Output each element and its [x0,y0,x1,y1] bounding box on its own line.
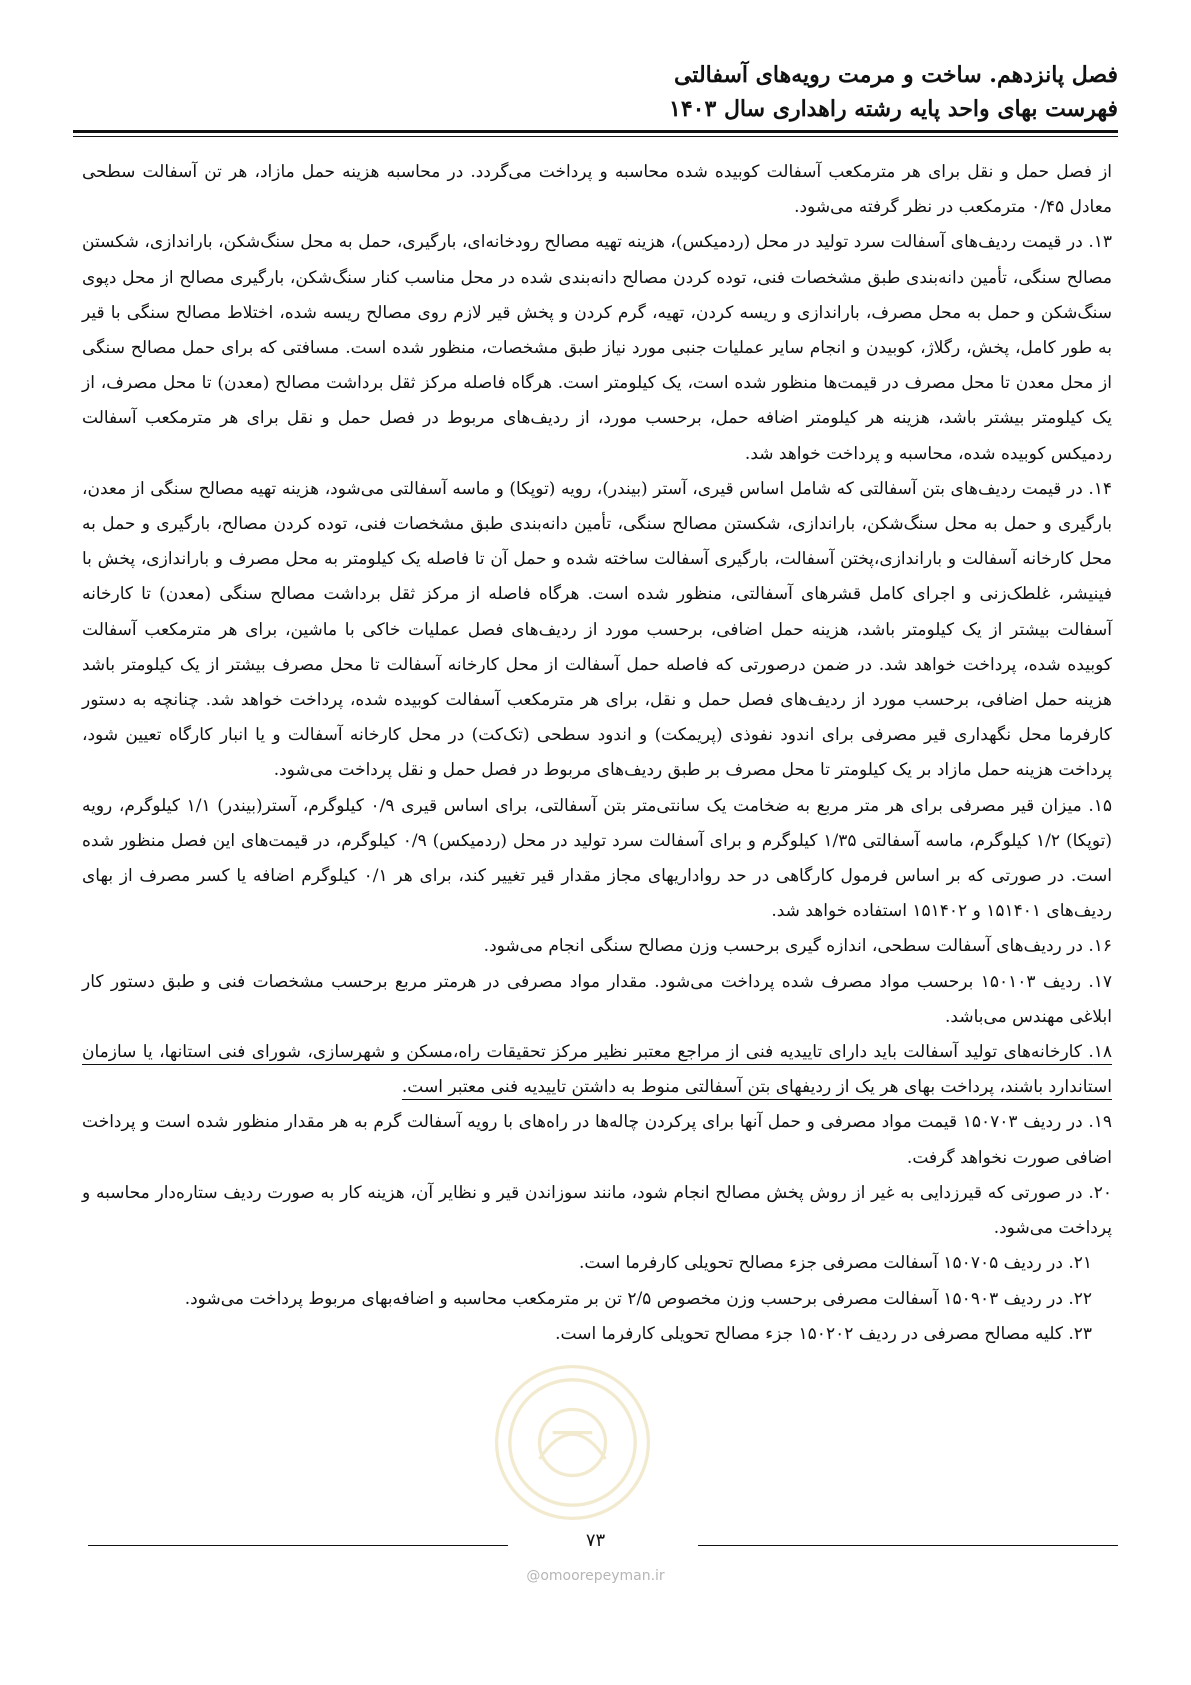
paragraph-22: ۲۲. در ردیف ۱۵۰۹۰۳ آسفالت مصرفی برحسب وزن مخصوص ۲/۵ تن بر مترمکعب محاسبه و اضافه‌بهای مربوط پرداخت می‌شود. [184,1288,1092,1309]
price-list-title: فهرست بهای واحد پایه رشته راهداری سال ۱۴۰۳ [669,96,1118,122]
paragraph-16: ۱۶. در ردیف‌های آسفالت سطحی، اندازه گیری برحسب وزن مصالح سنگی انجام می‌شود. [483,936,1112,957]
watermark-url: @omoorepeyman.ir [526,1568,665,1584]
paragraph-15: ۱۵. میزان قیر مصرفی برای هر متر مربع به ضخامت یک سانتی‌متر بتن آسفالتی، برای اساس قیری ۰/۹ کیلوگرم، آستر(بیندر) ۱/۱ کیلوگرم، رویه (توپکا) ۱/۲ کیلوگرم، ماسه آسفالتی ۱/۳۵ کیلوگرم و برای آسفالت سرد تولید در محل (ردمیکس) ۰/۹ کیلوگرم، در قیمت‌های این فصل منظور شده است. در صورتی که بر اساس فرمول کارگاهی در حد رواداریهای مجاز مقدار قیر تغییر کند، برای هر ۰/۱ کیلوگرم اضافه یا کسر مصرف از بهای ردیف‌های ۱۵۱۴۰۱ و ۱۵۱۴۰۲ استفاده خواهد شد. [82,795,1113,922]
paragraph-17: ۱۷. ردیف ۱۵۰۱۰۳ برحسب مواد مصرف شده پرداخت می‌شود. مقدار مواد مصرفی در هرمتر مربع برحسب مشخصات فنی و طبق دستور کار ابلاغی مهندس می‌باشد. [82,971,1113,1027]
header-rule-thick [73,130,1118,133]
watermark-seal-icon [490,1360,655,1525]
paragraph-19: ۱۹. در ردیف ۱۵۰۷۰۳ قیمت مواد مصرفی و حمل آنها برای پرکردن چاله‌ها در راه‌های با رویه آسفالت گرم به هر مقدار منظور شده است و پرداخت اضافی صورت نخواهد گرفت. [82,1112,1112,1168]
header-rule-thin [73,136,1118,137]
paragraph-23: ۲۳. کلیه مصالح مصرفی در ردیف ۱۵۰۲۰۲ جزء مصالح تحویلی کارفرما است. [555,1323,1092,1344]
footer-rule-left [88,1545,508,1546]
chapter-title: فصل پانزدهم. ساخت و مرمت رویه‌های آسفالتی [673,62,1118,88]
paragraph-20: ۲۰. در صورتی که قیرزدایی به غیر از روش پخش مصالح انجام شود، مانند سوزاندن قیر و نظایر آن، هزینه کار به صورت ردیف ستاره‌دار محاسبه و پرداخت می‌شود. [82,1182,1112,1239]
page-header [73,58,1118,126]
paragraph-21: ۲۱. در ردیف ۱۵۰۷۰۵ آسفالت مصرفی جزء مصالح تحویلی کارفرما است. [579,1253,1092,1274]
paragraph-14: ۱۴. در قیمت ردیف‌های بتن آسفالتی که شامل اساس قیری، آستر (بیندر)، رویه (توپکا) و ماسه آسفالتی می‌شود، هزینه تهیه مصالح سنگی از معدن، بارگیری و حمل به محل سنگ‌شکن، باراندازی، شکستن مصالح سنگی، تأمین دانه‌بندی طبق مشخصات فنی، توده کردن مصالح، بارگیری و حمل به محل کارخانه آسفالت و باراندازی،پختن آسفالت، بارگیری آسفالت ساخته شده و حمل آن تا فاصله یک کیلومتر به محل مصرف و باراندازی، پخش با فینیشر، غلطک‌زنی و اجرای کامل قشرهای آسفالتی، منظور شده است. هرگاه فاصله از مرکز ثقل برداشت مصالح سنگی (معدن) تا کارخانه آسفالت بیشتر از یک کیلومتر باشد، هزینه حمل اضافی، برحسب مورد از ردیف‌های فصل عملیات خاکی با ماشین، برای هر مترمکعب آسفالت کوبیده شده، پرداخت خواهد شد. در ضمن درصورتی که فاصله حمل آسفالت از محل کارخانه آسفالت تا محل مصرف بیشتر از یک کیلومتر باشد هزینه حمل اضافی، برحسب مورد از ردیف‌های فصل حمل و نقل، برای هر مترمکعب آسفالت کوبیده شده، پرداخت خواهد شد. چنانچه به دستور کارفرما محل نگهداری قیر مصرفی برای اندود نفوذی (پریمکت) و اندود سطحی (تک‌کت) در محل کارخانه آسفالت و یا انبار کارگاه تعیین شود، پرداخت هزینه حمل مازاد بر یک کیلومتر تا محل مصرف بر طبق ردیف‌های مربوط در فصل حمل و نقل پرداخت می‌شود. [82,478,1112,781]
body-text [82,155,1112,1352]
page-number: ۷۳ [585,1530,606,1551]
paragraph-continuation: از فصل حمل و نقل برای هر مترمکعب آسفالت کوبیده شده محاسبه و پرداخت می‌گردد. در محاسبه هزینه حمل مازاد، هر تن آسفالت سطحی معادل ۰/۴۵ مترمکعب در نظر گرفته می‌شود. [82,162,1112,218]
paragraph-13: ۱۳. در قیمت ردیف‌های آسفالت سرد تولید در محل (ردمیکس)، هزینه تهیه مصالح رودخانه‌ای، بارگیری، حمل به محل سنگ‌شکن، باراندازی، شکستن مصالح سنگی، تأمین دانه‌بندی طبق مشخصات فنی، توده کردن مصالح دانه‌بندی شده در محل مناسب کنار سنگ‌شکن، بارگیری مصالح از محل دپوی سنگ‌شکن و حمل به محل مصرف، باراندازی و ریسه کردن، تهیه، گرم کردن و پخش قیر لازم روی مصالح ریسه شده، اختلاط مصالح سنگی با قیر به طور کامل، پخش، رگلاژ، کوبیدن و انجام سایر عملیات جنبی مورد نیاز طبق مشخصات، منظور شده است. مسافتی که برای حمل مصالح سنگی از محل معدن تا محل مصرف در قیمت‌ها منظور شده است، یک کیلومتر است. هرگاه فاصله مرکز ثقل برداشت مصالح (معدن) تا محل مصرف، از یک کیلومتر بیشتر باشد، هزینه هر کیلومتر اضافه حمل، برحسب مورد، از ردیف‌های مربوط در فصل حمل و نقل برای هر مترمکعب آسفالت ردمیکس کوبیده شده، محاسبه و پرداخت خواهد شد. [82,232,1112,464]
paragraph-18: ۱۸. کارخانه‌های تولید آسفالت باید دارای تاییدیه فنی از مراجع معتبر نظیر مرکز تحقیقات راه،مسکن و شهرسازی، شورای فنی استانها، یا سازمان استاندارد باشند، پرداخت بهای هر یک از ردیفهای بتن آسفالتی منوط به داشتن تاییدیه فنی معتبر است. [82,1042,1112,1098]
